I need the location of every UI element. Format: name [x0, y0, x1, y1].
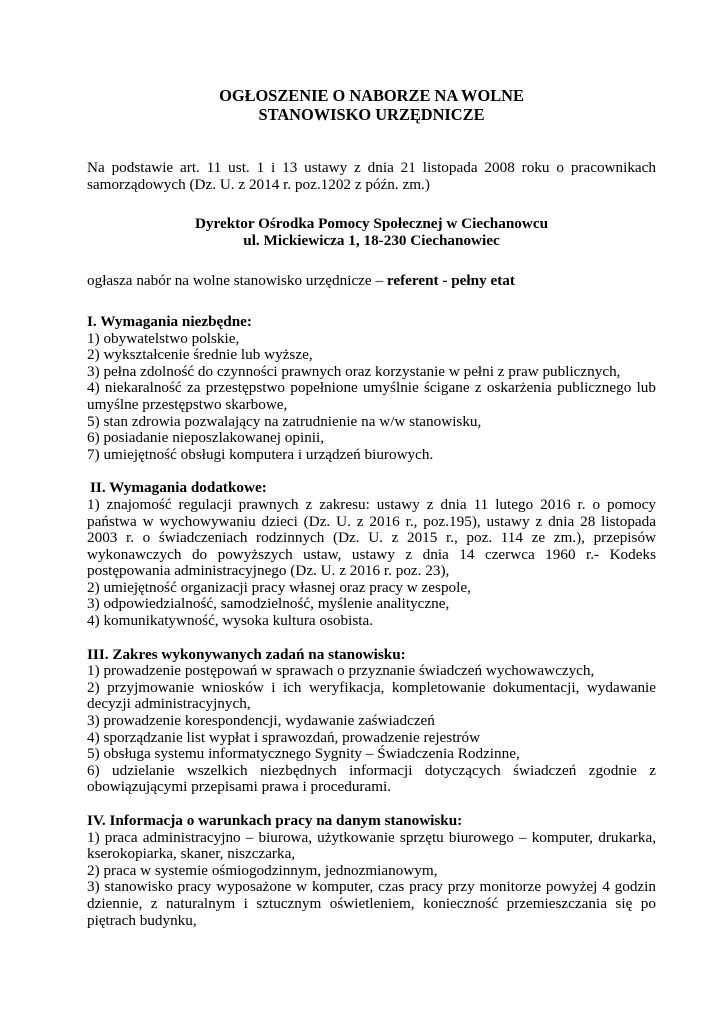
list-item: 5) obsługa systemu informatycznego Sygnity – Świadczenia Rodzinne,	[87, 745, 520, 763]
section-duties	[87, 647, 656, 796]
intro-paragraph: Na podstawie art. 11 ust. 1 i 13 ustawy z dnia 21 listopada 2008 roku o pracownikach samorządowych (Dz. U. z 2014 r. poz.1202 z późn. zm.)	[87, 159, 656, 193]
section-list	[87, 830, 656, 930]
list-item: 4) niekaralność za przestępstwo popełnione umyślnie ścigane z oskarżenia publicznego lub umyślne przestępstwo skarbowe,	[87, 379, 656, 413]
list-item: 3) pełna zdolność do czynności prawnych oraz korzystanie w pełni z praw publicznych,	[87, 362, 621, 380]
list-item: 3) prowadzenie korespondencji, wydawanie zaświadczeń	[87, 712, 435, 730]
section-heading: IV. Informacja o warunkach pracy na danym stanowisku:	[87, 812, 463, 829]
section-additional	[87, 480, 656, 629]
title-line-2: STANOWISKO URZĘDNICZE	[258, 105, 485, 124]
list-item: 1) obywatelstwo polskie,	[87, 329, 240, 347]
list-item: 6) posiadanie nieposzlakowanej opinii,	[87, 429, 325, 447]
list-item: 2) praca w systemie ośmiogodzinnym, jednozmianowym,	[87, 861, 438, 879]
announcement	[87, 273, 656, 290]
employer-address: ul. Mickiewicza 1, 18-230 Ciechanowiec	[243, 231, 500, 249]
section-heading: I. Wymagania niezbędne:	[87, 312, 252, 330]
list-item: 1) prowadzenie postępowań w sprawach o przyznanie świadczeń wychowawczych,	[87, 662, 595, 680]
section-required	[87, 314, 656, 463]
section-heading: III. Zakres wykonywanych zadań na stanowisku:	[87, 645, 406, 663]
section-list	[87, 497, 656, 630]
list-item: 3) stanowisko pracy wyposażone w komputer, czas pracy przy monitorze powyżej 4 godzin dziennie, z naturalnym i sztucznym oświetleniem, konieczność przemieszczania się po piętrach budynku,	[87, 878, 656, 929]
employer-block	[87, 216, 656, 249]
section-heading: II. Wymagania dodatkowe:	[90, 479, 267, 497]
section-list	[87, 331, 656, 464]
list-item: 1) praca administracyjno – biurowa, użytkowanie sprzętu biurowego – komputer, drukarka, kserokopiarka, skaner, niszczarka,	[87, 828, 656, 863]
position-name: referent - pełny etat	[386, 272, 515, 290]
list-item: 3) odpowiedzialność, samodzielność, myślenie analityczne,	[87, 595, 450, 613]
title-line-1: OGŁOSZENIE O NABORZE NA WOLNE	[219, 86, 524, 105]
employer-name: Dyrektor Ośrodka Pomocy Społecznej w Ciechanowcu	[194, 215, 549, 233]
section-list	[87, 663, 656, 796]
list-item: 2) wykształcenie średnie lub wyższe,	[87, 346, 313, 364]
list-item: 2) umiejętność organizacji pracy własnej oraz pracy w zespole,	[87, 578, 471, 596]
list-item: 4) sporządzanie list wypłat i sprawozdań, prowadzenie rejestrów	[87, 728, 481, 746]
list-item: 6) udzielanie wszelkich niezbędnych informacji dotyczących świadczeń zgodnie z obowiązującymi przepisami prawa i procedurami.	[87, 761, 656, 796]
list-item: 7) umiejętność obsługi komputera i urządzeń biurowych.	[87, 445, 434, 463]
list-item: 1) znajomość regulacji prawnych z zakresu: ustawy z dnia 11 lutego 2016 r. o pomocy państwa w wychowywaniu dzieci (Dz. U. z 2016 r., poz.195), ustawy z dnia 28 listopada 2003 r. o świadczeniach rodzinnych (Dz. U. z 2015 r., poz. 114 ze zm.), przepisów wykonawczych do powyższych ustaw, ustawy z dnia 14 czerwca 1960 r.- Kodeks postępowania administracyjnego (Dz. U. z 2016 r. poz. 23),	[87, 495, 656, 580]
list-item: 4) komunikatywność, wysoka kultura osobista.	[87, 612, 373, 630]
list-item: 5) stan zdrowia pozwalający na zatrudnienie na w/w stanowisku,	[87, 412, 482, 430]
document-title	[87, 86, 656, 124]
section-conditions	[87, 813, 656, 929]
announcement-prefix: ogłasza nabór na wolne stanowisko urzędnicze –	[87, 272, 387, 290]
list-item: 2) przyjmowanie wniosków i ich weryfikacja, kompletowanie dokumentacji, wydawanie decyzji administracyjnych,	[87, 678, 656, 713]
